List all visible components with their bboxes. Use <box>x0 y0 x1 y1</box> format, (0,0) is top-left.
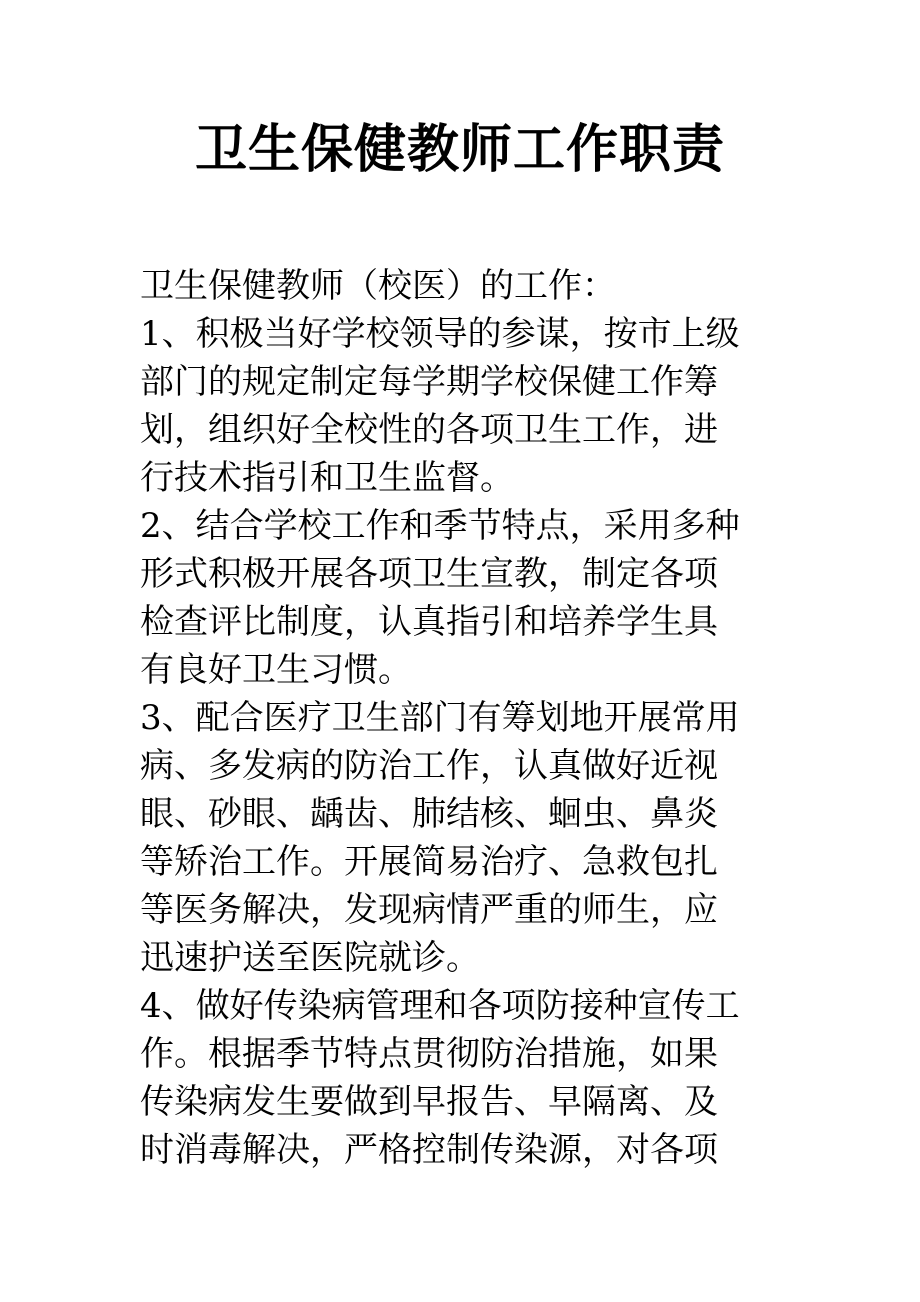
body-line: 有良好卫生习惯。 <box>140 650 412 690</box>
body-line: 4、做好传染病管理和各项防接种宣传工 <box>140 986 740 1026</box>
body-line: 迅速护送至医院就诊。 <box>140 938 480 978</box>
body-line: 时消毒解决，严格控制传染源，对各项 <box>140 1130 718 1170</box>
document-title: 卫生保健教师工作职责 <box>194 120 725 180</box>
body-line: 形式积极开展各项卫生宣教，制定各项 <box>140 554 718 594</box>
body-line: 1、积极当好学校领导的参谋，按市上级 <box>140 314 740 354</box>
body-line: 2、结合学校工作和季节特点，采用多种 <box>140 506 740 546</box>
body-line: 部门的规定制定每学期学校保健工作筹 <box>140 362 718 402</box>
body-line: 卫生保健教师（校医）的工作： <box>140 266 616 306</box>
body-line: 检查评比制度，认真指引和培养学生具 <box>140 602 718 642</box>
document-body <box>140 262 790 1174</box>
body-line: 等矫治工作。开展简易治疗、急救包扎 <box>140 842 718 882</box>
body-line: 行技术指引和卫生监督。 <box>140 458 514 498</box>
body-line: 划，组织好全校性的各项卫生工作，进 <box>140 410 718 450</box>
body-line: 眼、砂眼、龋齿、肺结核、蛔虫、鼻炎 <box>140 794 718 834</box>
body-line: 作。根据季节特点贯彻防治措施，如果 <box>140 1034 718 1074</box>
body-line: 3、配合医疗卫生部门有筹划地开展常用 <box>140 698 740 738</box>
body-line: 等医务解决，发现病情严重的师生，应 <box>140 890 718 930</box>
body-line: 传染病发生要做到早报告、早隔离、及 <box>140 1082 718 1122</box>
body-line: 病、多发病的防治工作，认真做好近视 <box>140 746 718 786</box>
